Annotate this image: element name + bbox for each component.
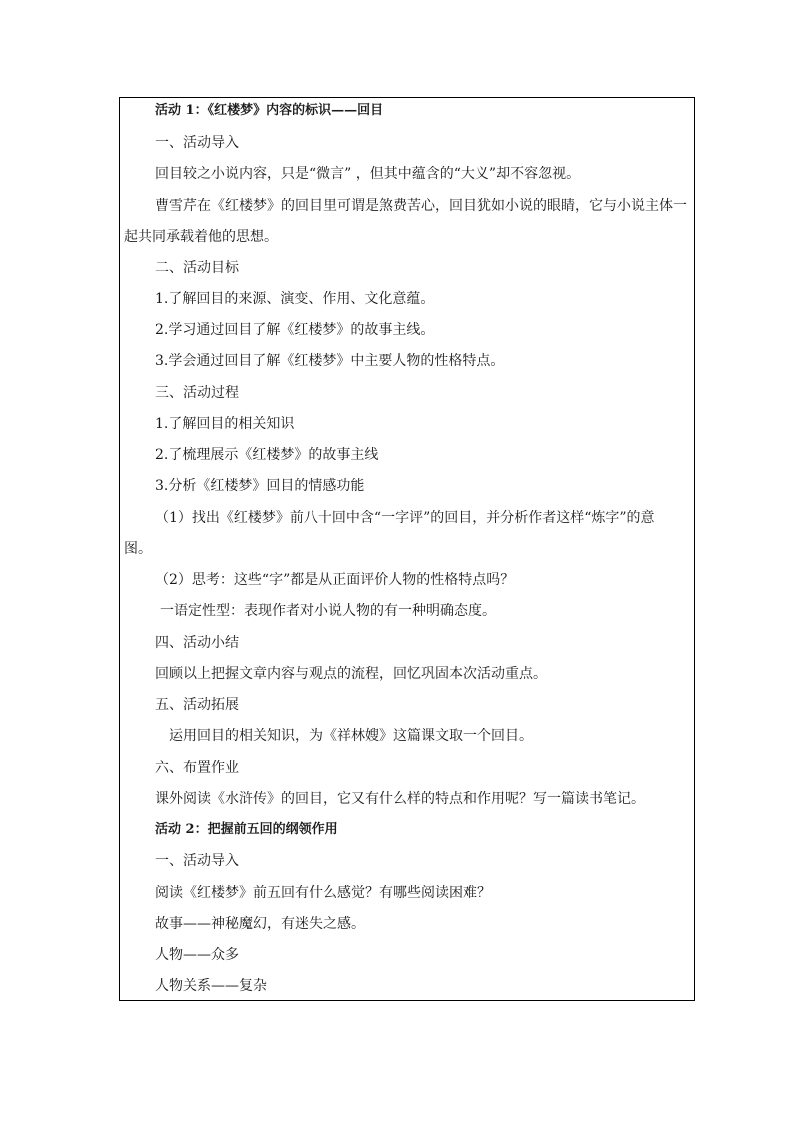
activity1-homework-heading: 六、布置作业 — [155, 760, 239, 776]
activity1-goal-1: 1.了解回目的来源、演变、作用、文化意蕴。 — [155, 291, 435, 307]
activity1-goal-2: 2.学习通过回目了解《红楼梦》的故事主线。 — [155, 322, 435, 338]
activity2-title: 活动 2：把握前五回的纲领作用 — [155, 822, 338, 837]
activity2-story: 故事——神秘魔幻，有迷失之感。 — [155, 916, 365, 932]
activity2-relations: 人物关系——复杂 — [155, 978, 267, 994]
activity1-goal-3: 3.学会通过回目了解《红楼梦》中主要人物的性格特点。 — [155, 353, 505, 369]
activity2-characters: 人物——众多 — [155, 947, 239, 963]
activity1-step-3-question-1-line-1: （1）找出《红楼梦》前八十回中含“一字评”的回目，并分析作者这样“炼字”的意 — [155, 510, 655, 526]
activity1-title: 活动 1：《红楼梦》内容的标识——回目 — [155, 103, 384, 118]
document-table-cell — [119, 97, 695, 1001]
activity1-homework-text: 课外阅读《水浒传》的回目，它又有什么样的特点和作用呢？写一篇读书笔记。 — [155, 791, 645, 807]
activity1-goals-heading: 二、活动目标 — [155, 260, 239, 276]
activity1-step-3: 3.分析《红楼梦》回目的情感功能 — [155, 478, 365, 494]
activity1-step-3-question-2: （2）思考：这些“字”都是从正面评价人物的性格特点吗？ — [155, 572, 515, 588]
activity1-process-heading: 三、活动过程 — [155, 385, 239, 401]
activity1-step-2: 2.了梳理展示《红楼梦》的故事主线 — [155, 447, 379, 463]
activity1-extend-text: 运用回目的相关知识，为《祥林嫂》这篇课文取一个回目。 — [169, 728, 533, 744]
activity1-intro-paragraph-2-line-2: 起共同承载着他的思想。 — [124, 229, 278, 245]
activity2-question: 阅读《红楼梦》前五回有什么感觉？有哪些阅读困难？ — [155, 885, 491, 901]
activity1-step-3-note: 一语定性型：表现作者对小说人物的有一种明确态度。 — [160, 603, 496, 619]
activity1-step-1: 1.了解回目的相关知识 — [155, 416, 295, 432]
activity2-intro-heading: 一、活动导入 — [155, 853, 239, 869]
activity1-summary-heading: 四、活动小结 — [155, 635, 239, 651]
activity1-summary-text: 回顾以上把握文章内容与观点的流程，回忆巩固本次活动重点。 — [155, 666, 547, 682]
activity1-intro-paragraph-1: 回目较之小说内容，只是“微言” ，但其中蕴含的“大义”却不容忽视。 — [155, 166, 581, 182]
activity1-intro-paragraph-2-line-1: 曹雪芹在《红楼梦》的回目里可谓是煞费苦心，回目犹如小说的眼睛，它与小说主体一 — [155, 198, 687, 214]
activity1-extend-heading: 五、活动拓展 — [155, 697, 239, 713]
activity1-step-3-question-1-line-2: 图。 — [124, 541, 152, 557]
activity1-intro-heading: 一、活动导入 — [155, 135, 239, 151]
